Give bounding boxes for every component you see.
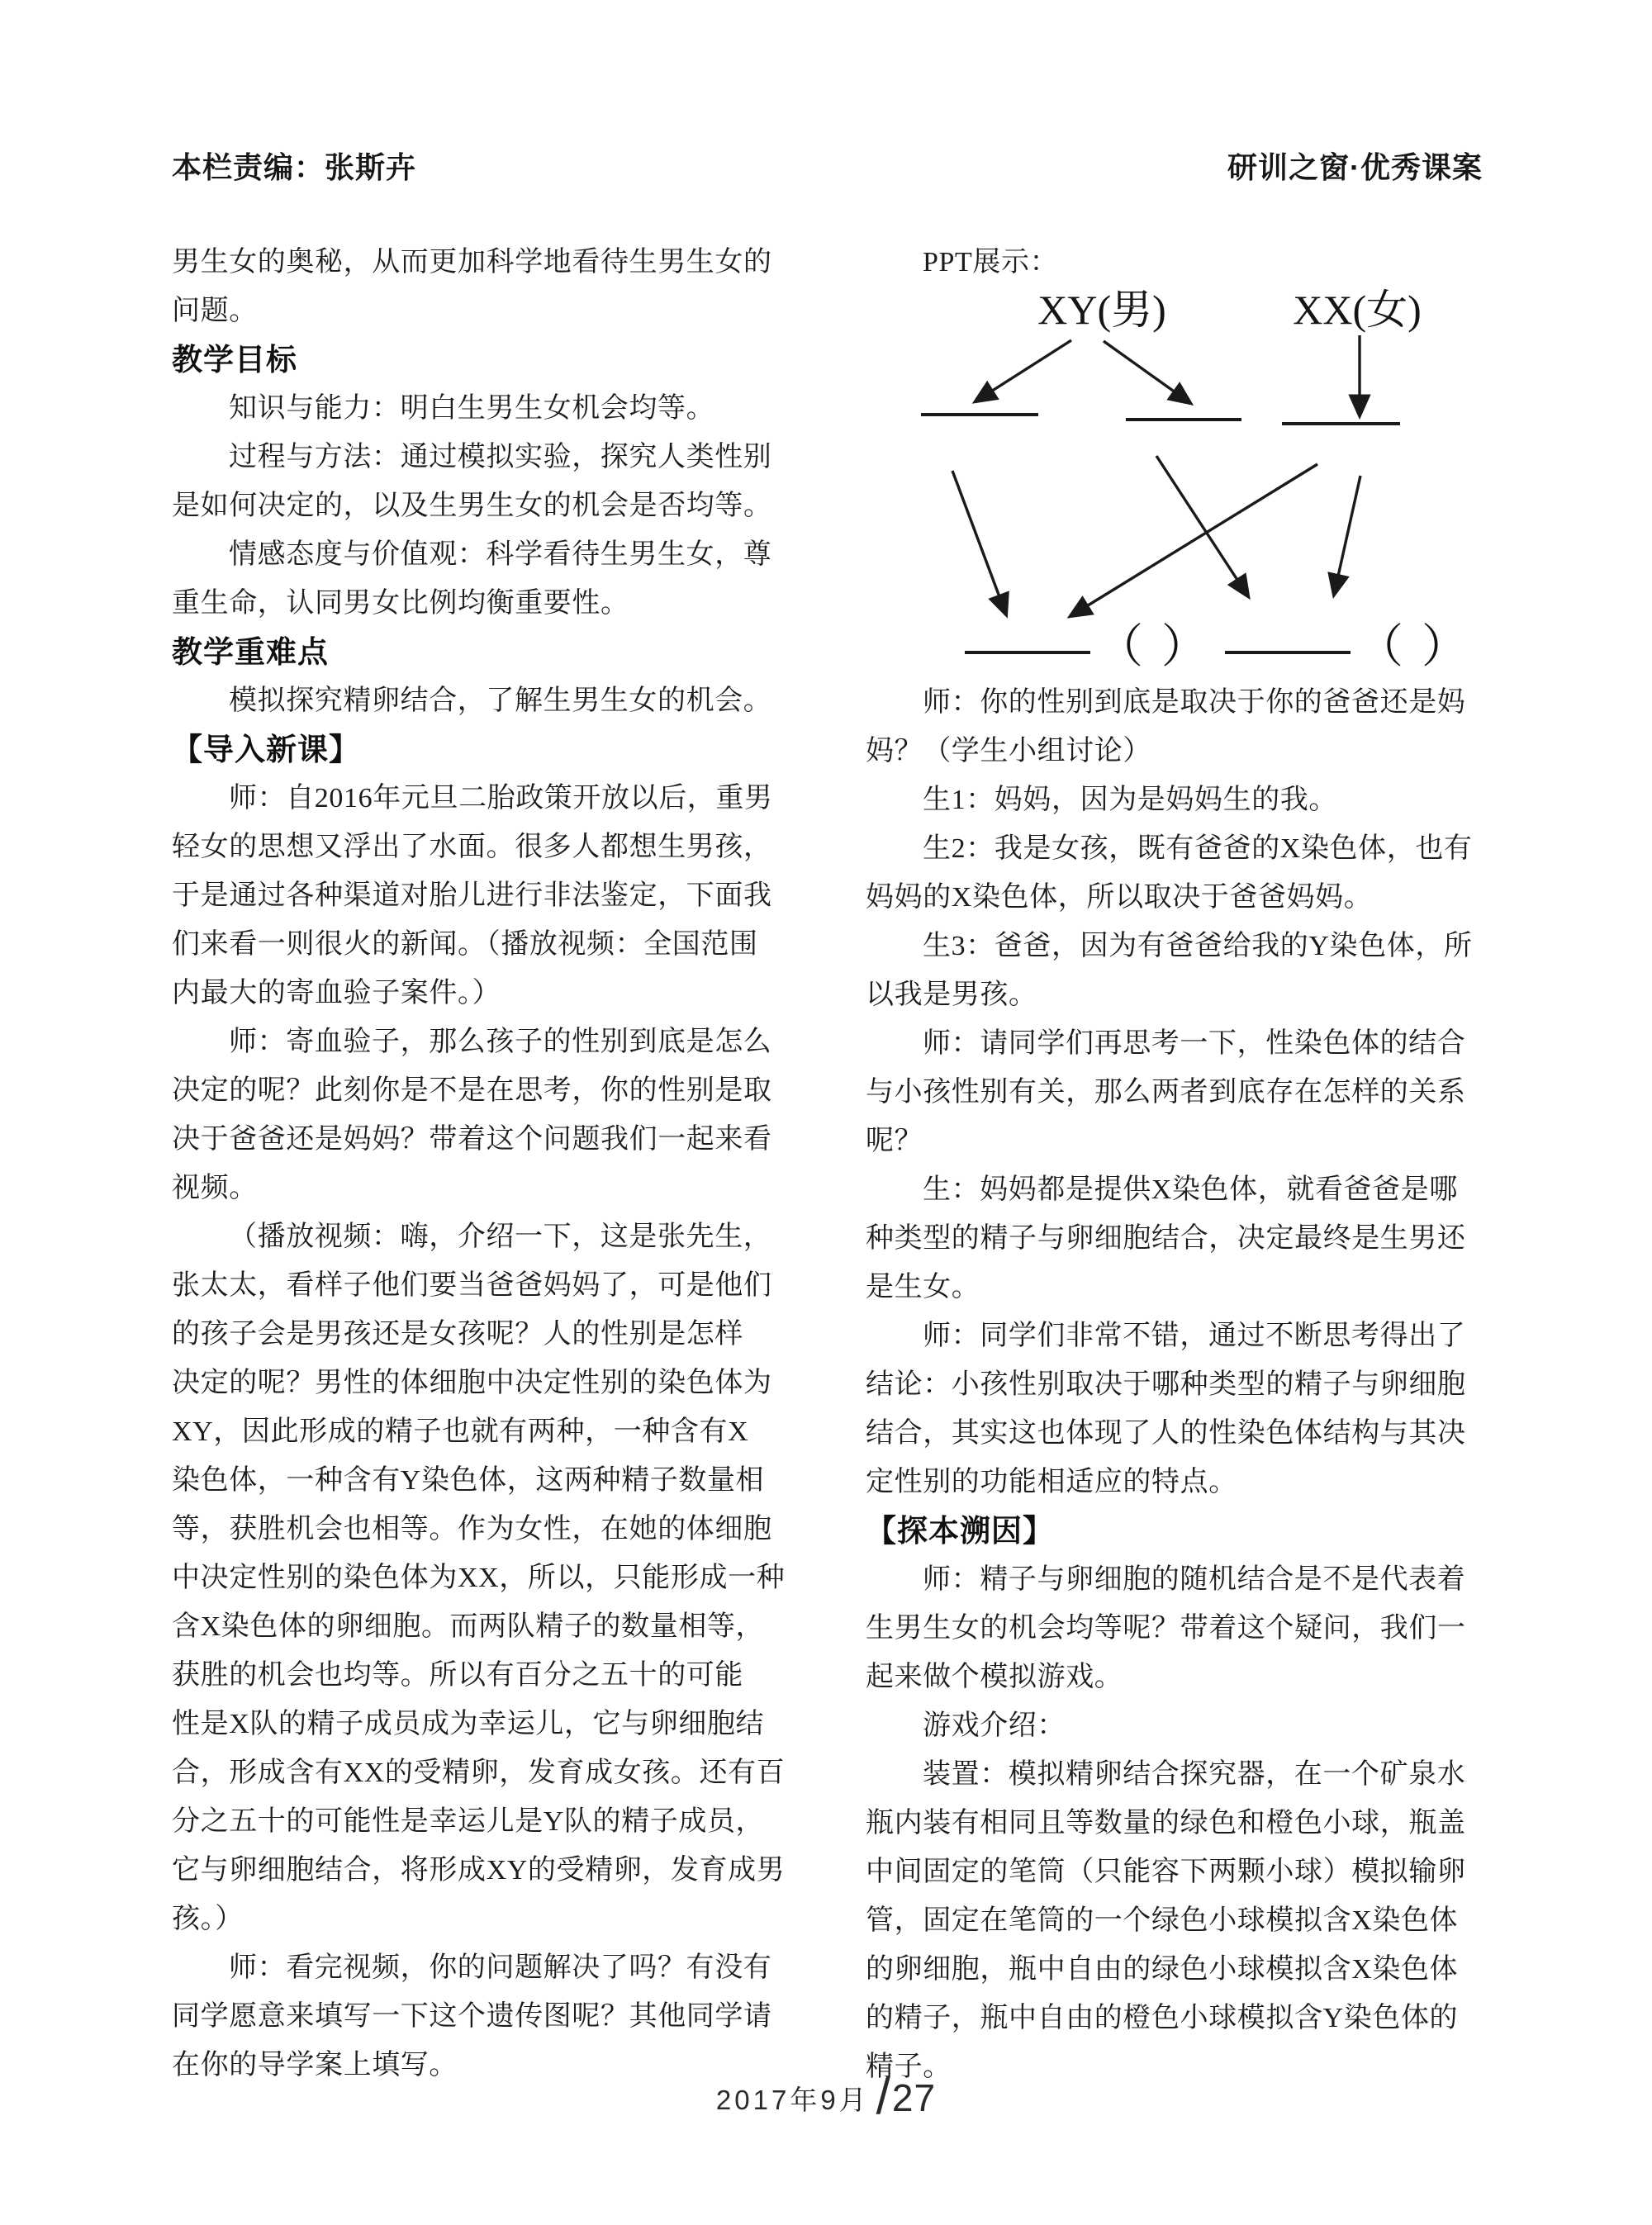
- mother-chromosome-label: XX(女): [1293, 287, 1422, 333]
- text-line: XY，因此形成的精子也就有两种，一种含有X: [172, 1416, 749, 1447]
- text-line: 师：看完视频，你的问题解决了吗？有没有: [229, 1952, 772, 1983]
- text-line: 精子。: [866, 2052, 952, 2082]
- text-line: 在你的导学案上填写。: [172, 2050, 458, 2080]
- text-line: 师：精子与卵细胞的随机结合是不是代表着: [923, 1564, 1466, 1595]
- text-line: 是生女。: [866, 1272, 980, 1302]
- sex-paren-close-1: ）: [1161, 622, 1208, 673]
- father-to-blank2-arrow: [1104, 341, 1190, 403]
- text-line: 于是通过各种渠道对胎儿进行非法鉴定，下面我: [172, 880, 772, 911]
- text-line: 情感态度与价值观：科学看待生男生女，尊: [229, 539, 772, 570]
- blank3-to-zygote1-arrow: [1070, 464, 1317, 616]
- text-line: 中决定性别的染色体为XX，所以，只能形成一种: [172, 1563, 786, 1593]
- text-line: （播放视频：嗨，介绍一下，这是张先生，: [229, 1222, 772, 1252]
- footer-page-number: 27: [891, 2076, 937, 2119]
- sex-paren-open-1: （: [1097, 622, 1143, 673]
- text-line: 生2：我是女孩，既有爸爸的X染色体，也有: [923, 833, 1473, 864]
- text-line: 结论：小孩性别取决于哪种类型的精子与卵细胞: [866, 1369, 1466, 1400]
- header-section-title: 研训之窗·优秀课案: [1227, 150, 1483, 184]
- footer-date: 2017年9月: [715, 2084, 870, 2115]
- text-line: 妈妈的X染色体，所以取决于爸爸妈妈。: [866, 882, 1373, 913]
- blank3-to-zygote2-arrow: [1334, 476, 1360, 595]
- text-line: 教学重难点: [172, 635, 329, 669]
- father-chromosome-label: XY(男): [1037, 287, 1166, 333]
- text-line: 模拟探究精卵结合，了解生男生女的机会。: [229, 686, 772, 716]
- ppt-caption: PPT展示：: [923, 247, 1059, 278]
- text-line: 的孩子会是男孩还是女孩呢？人的性别是怎样: [172, 1319, 743, 1350]
- text-line: 孩。）: [172, 1904, 244, 1934]
- text-line: 过程与方法：通过模拟实验，探究人类性别: [229, 442, 772, 472]
- text-line: 【探本溯因】: [866, 1514, 1054, 1548]
- blank1-to-zygote1-arrow: [952, 471, 1006, 614]
- text-line: 装置：模拟精卵结合探究器，在一个矿泉水: [923, 1759, 1466, 1790]
- text-line: 生1：妈妈，因为是妈妈生的我。: [923, 785, 1337, 815]
- text-line: 教学目标: [172, 343, 297, 377]
- text-line: 等，获胜机会也相等。作为女性，在她的体细胞: [172, 1514, 772, 1544]
- text-line: 决定的呢？此刻你是不是在思考，你的性别是取: [172, 1075, 772, 1106]
- text-line: 们来看一则很火的新闻。（播放视频：全国范围: [172, 929, 758, 960]
- text-line: 它与卵细胞结合，将形成XY的受精卵，发育成男: [172, 1855, 786, 1886]
- text-line: 张太太，看样子他们要当爸爸妈妈了，可是他们: [172, 1270, 772, 1301]
- text-line: 定性别的功能相适应的特点。: [866, 1467, 1237, 1497]
- text-line: 结合，其实这也体现了人的性染色体结构与其决: [866, 1418, 1466, 1449]
- page-footer: [0, 2069, 1652, 2127]
- sex-paren-open-2: （: [1357, 622, 1403, 673]
- text-line: 生男生女的机会均等呢？带着这个疑问，我们一: [866, 1613, 1466, 1644]
- text-line: 与小孩性别有关，那么两者到底存在怎样的关系: [866, 1077, 1466, 1108]
- text-line: 的精子，瓶中自由的橙色小球模拟含Y染色体的: [866, 2003, 1459, 2033]
- footer-slash: /: [876, 2067, 890, 2125]
- text-line: 分之五十的可能性是幸运儿是Y队的精子成员，: [172, 1806, 765, 1837]
- text-line: 轻女的思想又浮出了水面。很多人都想生男孩，: [172, 832, 772, 862]
- text-line: 染色体，一种含有Y染色体，这两种精子数量相: [172, 1465, 765, 1496]
- text-line: 决于爸爸还是妈妈？带着这个问题我们一起来看: [172, 1124, 772, 1155]
- text-line: 决定的呢？男性的体细胞中决定性别的染色体为: [172, 1368, 772, 1398]
- text-line: 重生命，认同男女比例均衡重要性。: [172, 588, 629, 619]
- text-line: 起来做个模拟游戏。: [866, 1662, 1123, 1692]
- text-line: 师：你的性别到底是取决于你的爸爸还是妈: [923, 687, 1466, 718]
- text-line: 同学愿意来填写一下这个遗传图呢？其他同学请: [172, 2001, 772, 2032]
- text-line: 中间固定的笔筒（只能容下两颗小球）模拟输卵: [866, 1857, 1466, 1887]
- text-line: 性是X队的精子成员成为幸运儿，它与卵细胞结: [172, 1709, 765, 1739]
- text-line: 的卵细胞，瓶中自由的绿色小球模拟含X染色体: [866, 1954, 1459, 1985]
- text-line: 【导入新课】: [172, 733, 360, 766]
- text-line: 管，固定在笔筒的一个绿色小球模拟含X染色体: [866, 1905, 1459, 1936]
- text-line: 种类型的精子与卵细胞结合，决定最终是生男还: [866, 1223, 1466, 1254]
- sex-paren-close-2: ）: [1422, 622, 1468, 673]
- text-line: 内最大的寄血验子案件。）: [172, 978, 501, 1008]
- text-line: 以我是男孩。: [866, 980, 1037, 1010]
- father-to-blank1-arrow: [976, 340, 1071, 401]
- blank2-to-zygote2-arrow: [1156, 456, 1248, 596]
- text-line: 师：寄血验子，那么孩子的性别到底是怎么: [229, 1027, 772, 1057]
- text-line: 获胜的机会也均等。所以有百分之五十的可能: [172, 1660, 743, 1691]
- text-line: 妈？（学生小组讨论）: [866, 736, 1151, 766]
- header-editor-credit: 本栏责编：张斯卉: [172, 150, 417, 184]
- text-line: 师：请同学们再思考一下，性染色体的结合: [923, 1028, 1466, 1059]
- text-line: 瓶内装有相同且等数量的绿色和橙色小球，瓶盖: [866, 1808, 1466, 1838]
- text-line: 男生女的奥秘，从而更加科学地看待生男生女的: [172, 247, 772, 278]
- text-line: 知识与能力：明白生男生女机会均等。: [229, 393, 715, 424]
- text-line: 游戏介绍：: [923, 1710, 1066, 1741]
- text-line: 视频。: [172, 1173, 258, 1203]
- text-line: 含X染色体的卵细胞。而两队精子的数量相等，: [172, 1611, 765, 1642]
- text-line: 是如何决定的，以及生男生女的机会是否均等。: [172, 491, 772, 521]
- genetic-cross-diagram: [859, 273, 1492, 686]
- text-line: 生3：爸爸，因为有爸爸给我的Y染色体，所: [923, 931, 1473, 961]
- text-line: 师：同学们非常不错，通过不断思考得出了: [923, 1321, 1466, 1351]
- text-line: 师：自2016年元旦二胎政策开放以后，重男: [229, 783, 773, 814]
- text-line: 合，形成含有XX的受精卵，发育成女孩。还有百: [172, 1758, 786, 1788]
- text-line: 呢？: [866, 1126, 923, 1156]
- text-line: 生：妈妈都是提供X染色体，就看爸爸是哪: [923, 1174, 1458, 1205]
- text-line: 问题。: [172, 296, 258, 326]
